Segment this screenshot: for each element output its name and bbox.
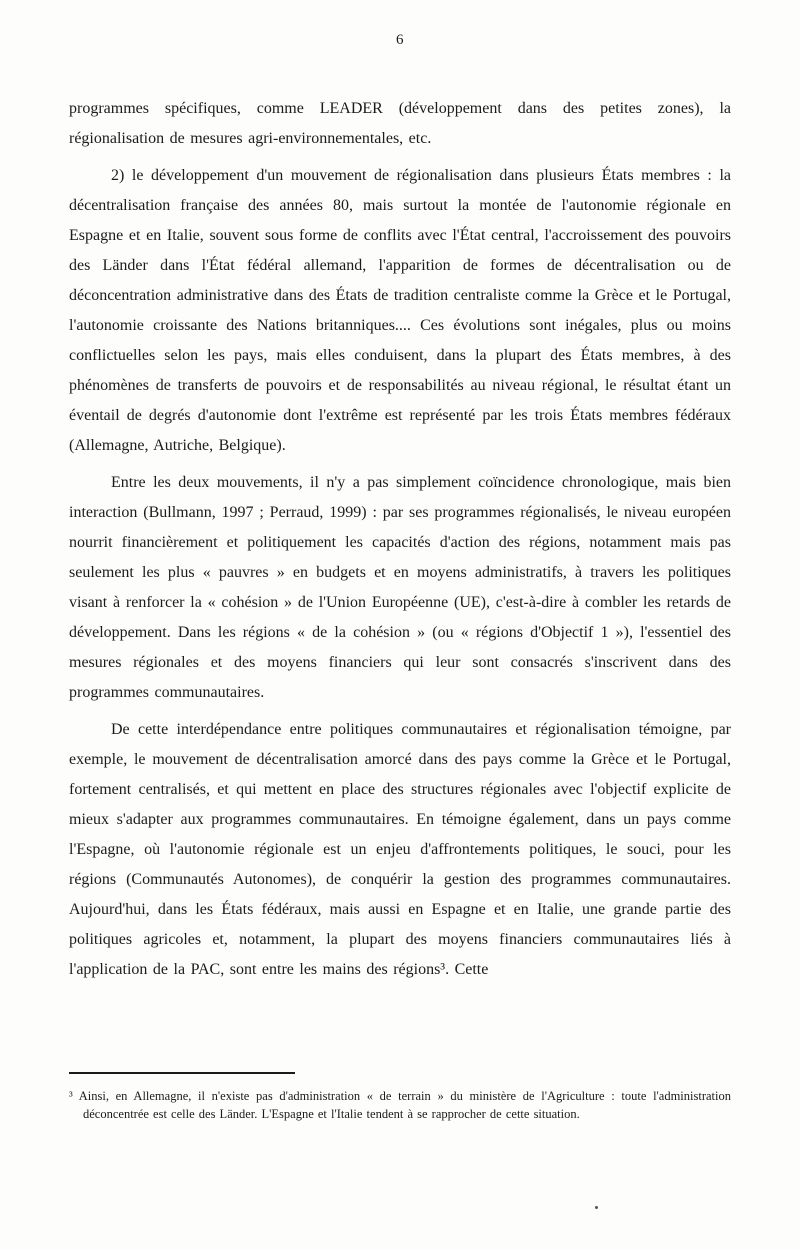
body-paragraph: 2) le développement d'un mouvement de régionalisation dans plusieurs États membres : la décentralisation française des années 80, mais surtout la montée de l'autonomie régionale en Espagne et en Italie, souvent sous forme de conflits avec l'État central, l'accroissement des pouvoirs des Länder dans l'État fédéral allemand, l'apparition de formes de décentralisation ou de déconcentration administrative dans des États de tradition centraliste comme la Grèce et le Portugal, l'autonomie croissante des Nations britanniques.... Ces évolutions sont inégales, plus ou moins conflictuelles selon les pays, mais elles conduisent, dans la plupart des États membres, à des phénomènes de transferts de pouvoirs et de responsabilités au niveau régional, le résultat étant un éventail de degrés d'autonomie dont l'extrême est représenté par les trois États membres fédéraux (Allemagne, Autriche, Belgique). — [69, 167, 731, 454]
page-number: 6 — [396, 32, 404, 48]
body-paragraph: Entre les deux mouvements, il n'y a pas simplement coïncidence chronologique, mais bien interaction (Bullmann, 1997 ; Perraud, 1999) : par ses programmes régionalisés, le niveau européen nourrit financièrement et politiquement les capacités d'action des régions, notamment mais pas seulement les plus « pauvres » en budgets et en moyens administratifs, à travers les politiques visant à renforcer la « cohésion » de l'Union Européenne (UE), c'est-à-dire à combler les retards de développement. Dans les régions « de la cohésion » (ou « régions d'Objectif 1 »), l'essentiel des mesures régionales et des moyens financiers qui leur sont consacrés s'inscrivent dans des programmes communautaires. — [69, 474, 731, 701]
scan-artifact-dot — [595, 1206, 598, 1209]
page-body — [69, 94, 731, 992]
footnote-area — [69, 1072, 731, 1135]
footnote-rule — [69, 1072, 295, 1074]
footnote-text: ³ Ainsi, en Allemagne, il n'existe pas d'administration « de terrain » du ministère de l'Agriculture : toute l'administration déconcentrée est celle des Länder. L'Espagne et l'Italie tendent à se rapprocher de cette situation. — [69, 1088, 731, 1121]
body-paragraph: De cette interdépendance entre politiques communautaires et régionalisation témoigne, par exemple, le mouvement de décentralisation amorcé dans des pays comme la Grèce et le Portugal, fortement centralisés, et qui mettent en place des structures régionales avec l'objectif explicite de mieux s'adapter aux programmes communautaires. En témoigne également, dans un pays comme l'Espagne, où l'autonomie régionale est un enjeu d'affrontements politiques, le souci, pour les régions (Communautés Autonomes), de conquérir la gestion des programmes communautaires. Aujourd'hui, dans les États fédéraux, mais aussi en Espagne et en Italie, une grande partie des politiques agricoles et, notamment, la plupart des moyens financiers communautaires liés à l'application de la PAC, sont entre les mains des régions³. Cette — [69, 721, 731, 978]
body-paragraph: programmes spécifiques, comme LEADER (développement dans des petites zones), la régionalisation de mesures agri-environnementales, etc. — [69, 100, 731, 147]
